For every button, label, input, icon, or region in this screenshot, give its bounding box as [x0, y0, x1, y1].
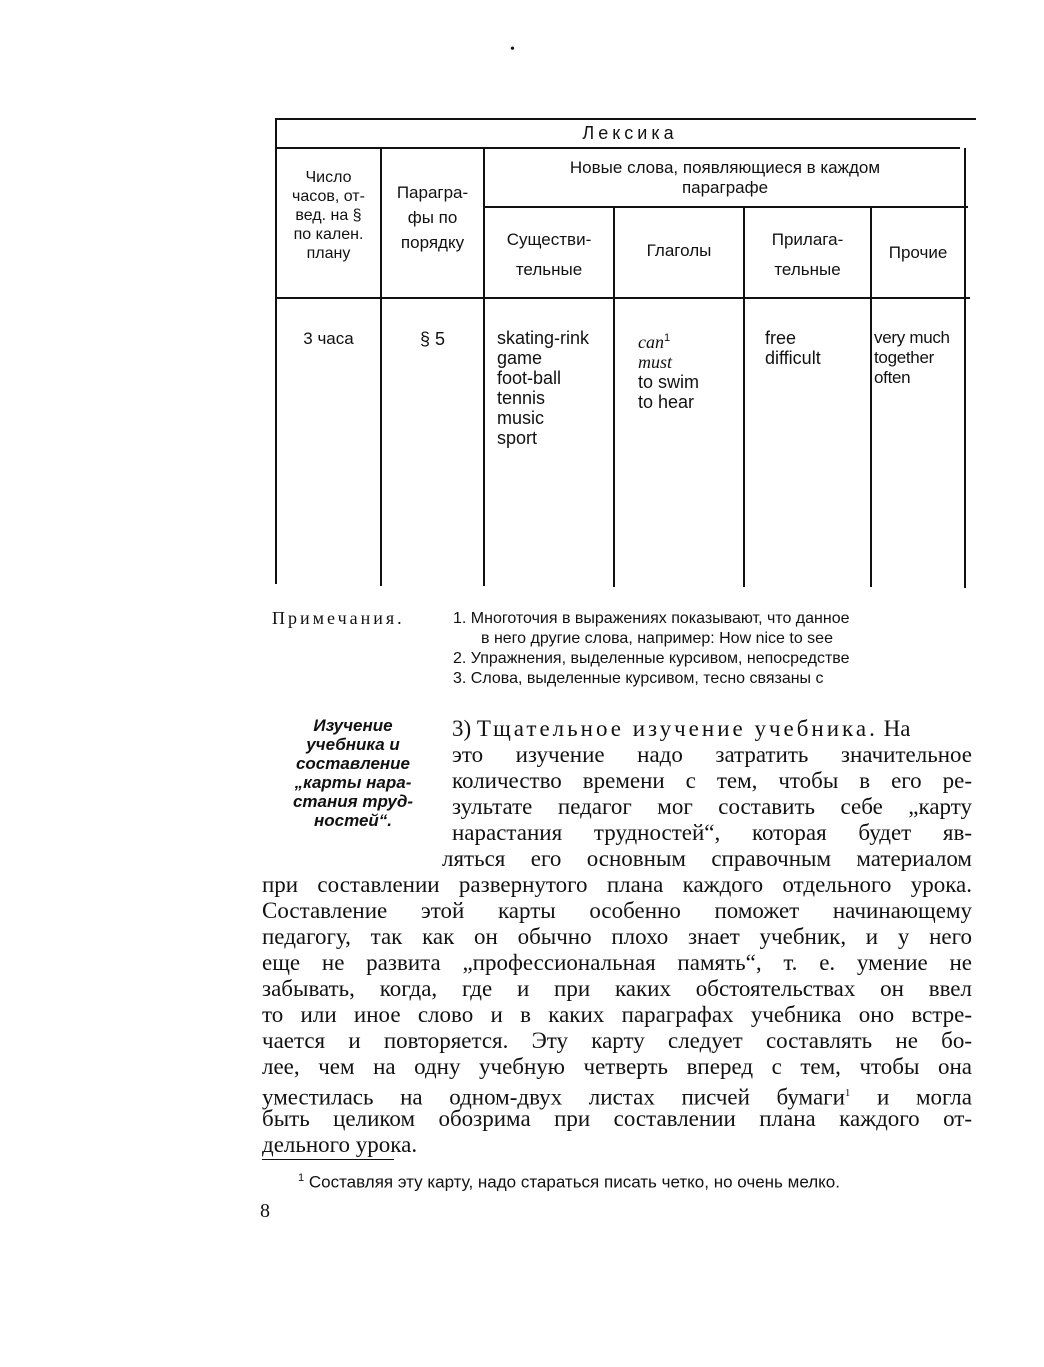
- other-item: together: [874, 348, 934, 367]
- margin-heading-line: „карты нара-: [294, 773, 412, 792]
- paragraph-line: уместилась на одном-двух листах писчей бумаги$^1$ и могла: [262, 1084, 972, 1110]
- verb-item: can$^1$: [638, 332, 671, 352]
- paragraph-line: чается и повторяется. Эту карту следует составлять не бо-: [262, 1028, 972, 1053]
- adjectives-col-divider: [870, 207, 872, 587]
- paragraph-line: зультате педагог мог составить себе „карту: [452, 794, 972, 819]
- other-list: [874, 328, 950, 388]
- paragraph-line: количество времени с тем, чтобы в его ре-: [452, 768, 972, 793]
- margin-heading-line: стания труд-: [292, 792, 414, 811]
- paragraph-line: то или иное слово и в каких параграфах учебника оно встре-: [262, 1002, 972, 1027]
- page-number: 8: [260, 1200, 270, 1222]
- noun-item: skating-rink: [497, 328, 590, 348]
- title-rule: [276, 147, 960, 149]
- subheader-rule: [484, 206, 968, 208]
- verb-item: to hear: [638, 392, 695, 412]
- paragraph-line: лее, чем на одну учебную четверть вперед с тем, чтобы она: [262, 1054, 972, 1079]
- header-new-words: Новые слова, появляющиеся в каждом параграфе: [569, 158, 881, 197]
- paragraph-line: быть целиком обозрима при составлении плана каждого от-: [262, 1106, 972, 1131]
- paragraph-line: нарастания трудностей“, которая будет яв-: [452, 820, 972, 845]
- noun-item: foot-ball: [497, 368, 562, 388]
- paragraph-line: это изучение надо затратить значительное: [452, 742, 972, 767]
- table-title: Лексика: [582, 123, 678, 143]
- note-line: в него другие слова, например: How nice to see: [481, 630, 833, 647]
- note-line: 3. Слова, выделенные курсивом, тесно связаны с: [453, 670, 824, 687]
- table-top-rule: [276, 118, 976, 120]
- footnote-rule: [262, 1159, 394, 1160]
- adjectives-list: [765, 328, 821, 368]
- header-paragraphs: Парагра- фы по порядку: [396, 183, 469, 252]
- paragraph-col-divider: [483, 148, 485, 586]
- note-line: 2. Упражнения, выделенные курсивом, непосредстве: [453, 650, 850, 667]
- note-line: 1. Многоточия в выражениях показывают, что данное: [453, 610, 850, 627]
- paragraph-line: Составление этой карты особенно поможет начинающему: [262, 898, 972, 923]
- margin-heading-line: учебника и: [306, 735, 400, 754]
- nouns-col-divider: [613, 207, 615, 587]
- noun-item: tennis: [497, 388, 546, 408]
- verbs-list: [638, 328, 699, 412]
- header-adjectives: Прилага- тельные: [771, 230, 844, 279]
- section-heading: 3) Тщательное изучение учебника. На: [452, 716, 911, 741]
- noun-item: music: [497, 408, 545, 428]
- footnote-marker: 1: [298, 1172, 305, 1184]
- cell-hours: 3 часа: [303, 329, 354, 348]
- verb-item: must: [638, 352, 673, 372]
- adjective-item: difficult: [765, 348, 821, 368]
- margin-heading: [278, 716, 428, 830]
- header-hours: Число часов, от- вед. на § по кален. плану: [292, 169, 365, 262]
- notes-label: Примечания.: [272, 608, 405, 628]
- noun-item: game: [497, 348, 543, 368]
- paragraph-line: педагогу, так как он обычно плохо знает учебник, и у него: [262, 924, 972, 949]
- header-nouns: Существи- тельные: [506, 230, 592, 279]
- paragraph-line: забывать, когда, где и при каких обстоятельствах он ввел: [262, 976, 972, 1001]
- noun-item: sport: [497, 428, 538, 448]
- other-item: often: [874, 368, 911, 387]
- verb-item: to swim: [638, 372, 700, 392]
- paragraph-line: еще не развита „профессиональная память“, т. е. умение не: [262, 950, 972, 975]
- cell-paragraph: § 5: [419, 329, 446, 349]
- top-mark: •: [510, 42, 515, 57]
- nouns-list: [497, 328, 589, 448]
- paragraph-line: при составлении развернутого плана каждого отдельного урока.: [262, 872, 972, 897]
- margin-heading-line: Изучение: [313, 716, 393, 735]
- adjective-item: free: [765, 328, 797, 348]
- header-verbs: Глаголы: [646, 241, 712, 260]
- footnote: $^1$ Составляя эту карту, надо стараться писать четко, но очень мелко.: [298, 1172, 840, 1192]
- table-right-border: [964, 148, 966, 588]
- header-other: Прочие: [888, 243, 948, 262]
- footnote-reference: 1: [844, 1087, 851, 1099]
- margin-heading-line: составление: [295, 754, 411, 773]
- paragraph-line: дельного урока.: [262, 1132, 418, 1157]
- paragraph-line: ляться его основным справочным материалом: [442, 846, 972, 871]
- other-item: very much: [874, 328, 950, 347]
- margin-heading-line: ностей“.: [313, 811, 393, 830]
